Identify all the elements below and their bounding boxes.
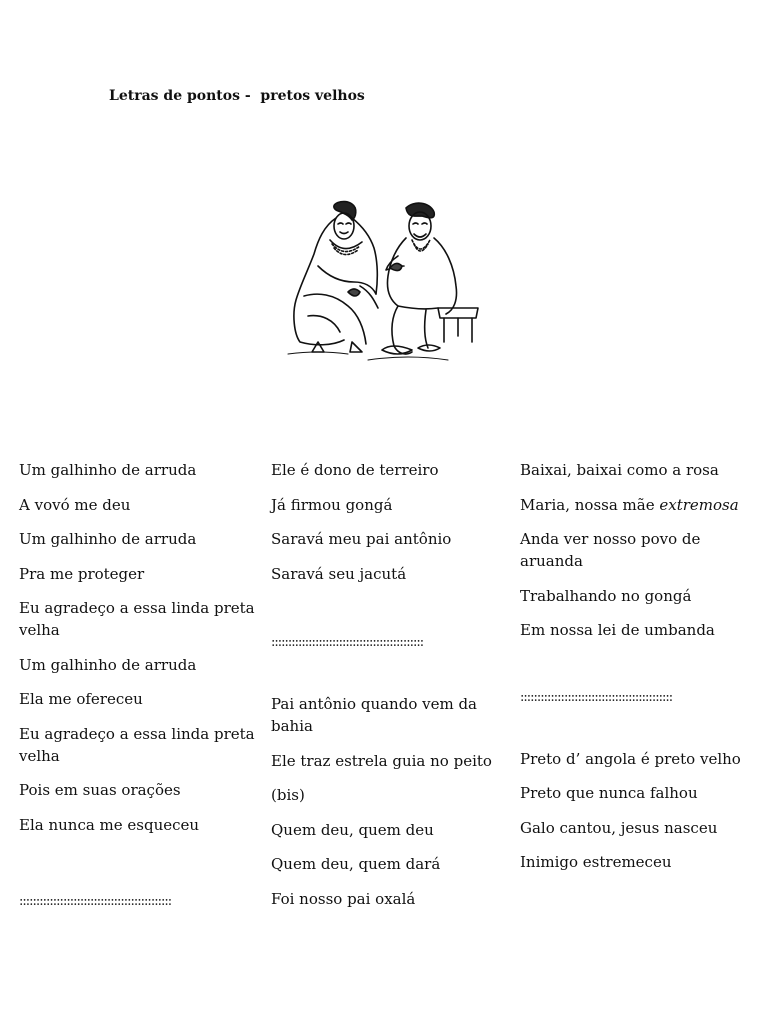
lyric-line: Já firmou gongá bbox=[271, 495, 393, 514]
lyric-line: Ele é dono de terreiro bbox=[271, 461, 439, 479]
verse-separator: ::::::::::::::::::::::::::::::::::::::::::::: bbox=[19, 894, 172, 909]
verse-separator: ::::::::::::::::::::::::::::::::::::::::::::: bbox=[271, 635, 424, 650]
lyric-line: (bis) bbox=[271, 786, 305, 804]
lyric-line: Preto que nunca falhou bbox=[520, 784, 698, 802]
lyric-line: Eu agradeço a essa linda preta velha bbox=[19, 599, 255, 639]
lyric-line: Baixai, baixai como a rosa bbox=[520, 461, 719, 479]
lyric-line: Em nossa lei de umbanda bbox=[520, 621, 715, 639]
lyric-line: Ele traz estrela guia no peito bbox=[271, 751, 492, 770]
lyric-line: Pra me proteger bbox=[19, 564, 145, 583]
lyric-emphasis: extremosa bbox=[659, 495, 739, 514]
lyric-line: Quem deu, quem deu bbox=[271, 820, 434, 839]
lyric-text: Maria, nossa mãe bbox=[520, 495, 660, 514]
lyric-line: Um galhinho de arruda bbox=[19, 530, 197, 548]
lyric-line: Trabalhando no gongá bbox=[520, 586, 692, 605]
lyric-line: Ela me ofereceu bbox=[19, 690, 143, 708]
lyric-line: Pois em suas orações bbox=[19, 781, 181, 799]
lyric-line: Saravá seu jacutá bbox=[271, 564, 407, 583]
lyrics-column-1 bbox=[19, 459, 264, 912]
lyric-line bbox=[520, 494, 752, 516]
lyrics-column-3 bbox=[520, 459, 752, 886]
lyric-line: Quem deu, quem dará bbox=[271, 855, 441, 873]
lyrics-column-2 bbox=[271, 459, 503, 922]
lyric-line: Pai antônio quando vem da bahia bbox=[271, 695, 478, 735]
lyric-line: Anda ver nosso povo de aruanda bbox=[520, 530, 701, 570]
elder-man-figure bbox=[382, 203, 478, 354]
lyric-line: Eu agradeço a essa linda preta velha bbox=[19, 724, 255, 765]
lyric-line: Um galhinho de arruda bbox=[19, 655, 197, 674]
lyric-line: Um galhinho de arruda bbox=[19, 461, 197, 479]
lyric-line: Galo cantou, jesus nasceu bbox=[520, 818, 718, 837]
elder-woman-figure bbox=[294, 202, 378, 352]
verse-separator: ::::::::::::::::::::::::::::::::::::::::::::: bbox=[520, 689, 673, 705]
lyric-line: A vovó me deu bbox=[19, 495, 131, 514]
lyric-line: Saravá meu pai antônio bbox=[271, 530, 452, 548]
page-title: Letras de pontos - pretos velhos bbox=[109, 88, 365, 104]
lyric-line: Preto d’ angola é preto velho bbox=[520, 749, 741, 768]
lyric-line: Foi nosso pai oxalá bbox=[271, 889, 416, 908]
lyric-line: Ela nunca me esqueceu bbox=[19, 815, 200, 834]
lyric-line: Inimigo estremeceu bbox=[520, 853, 672, 871]
pretos-velhos-illustration-icon bbox=[278, 196, 484, 372]
